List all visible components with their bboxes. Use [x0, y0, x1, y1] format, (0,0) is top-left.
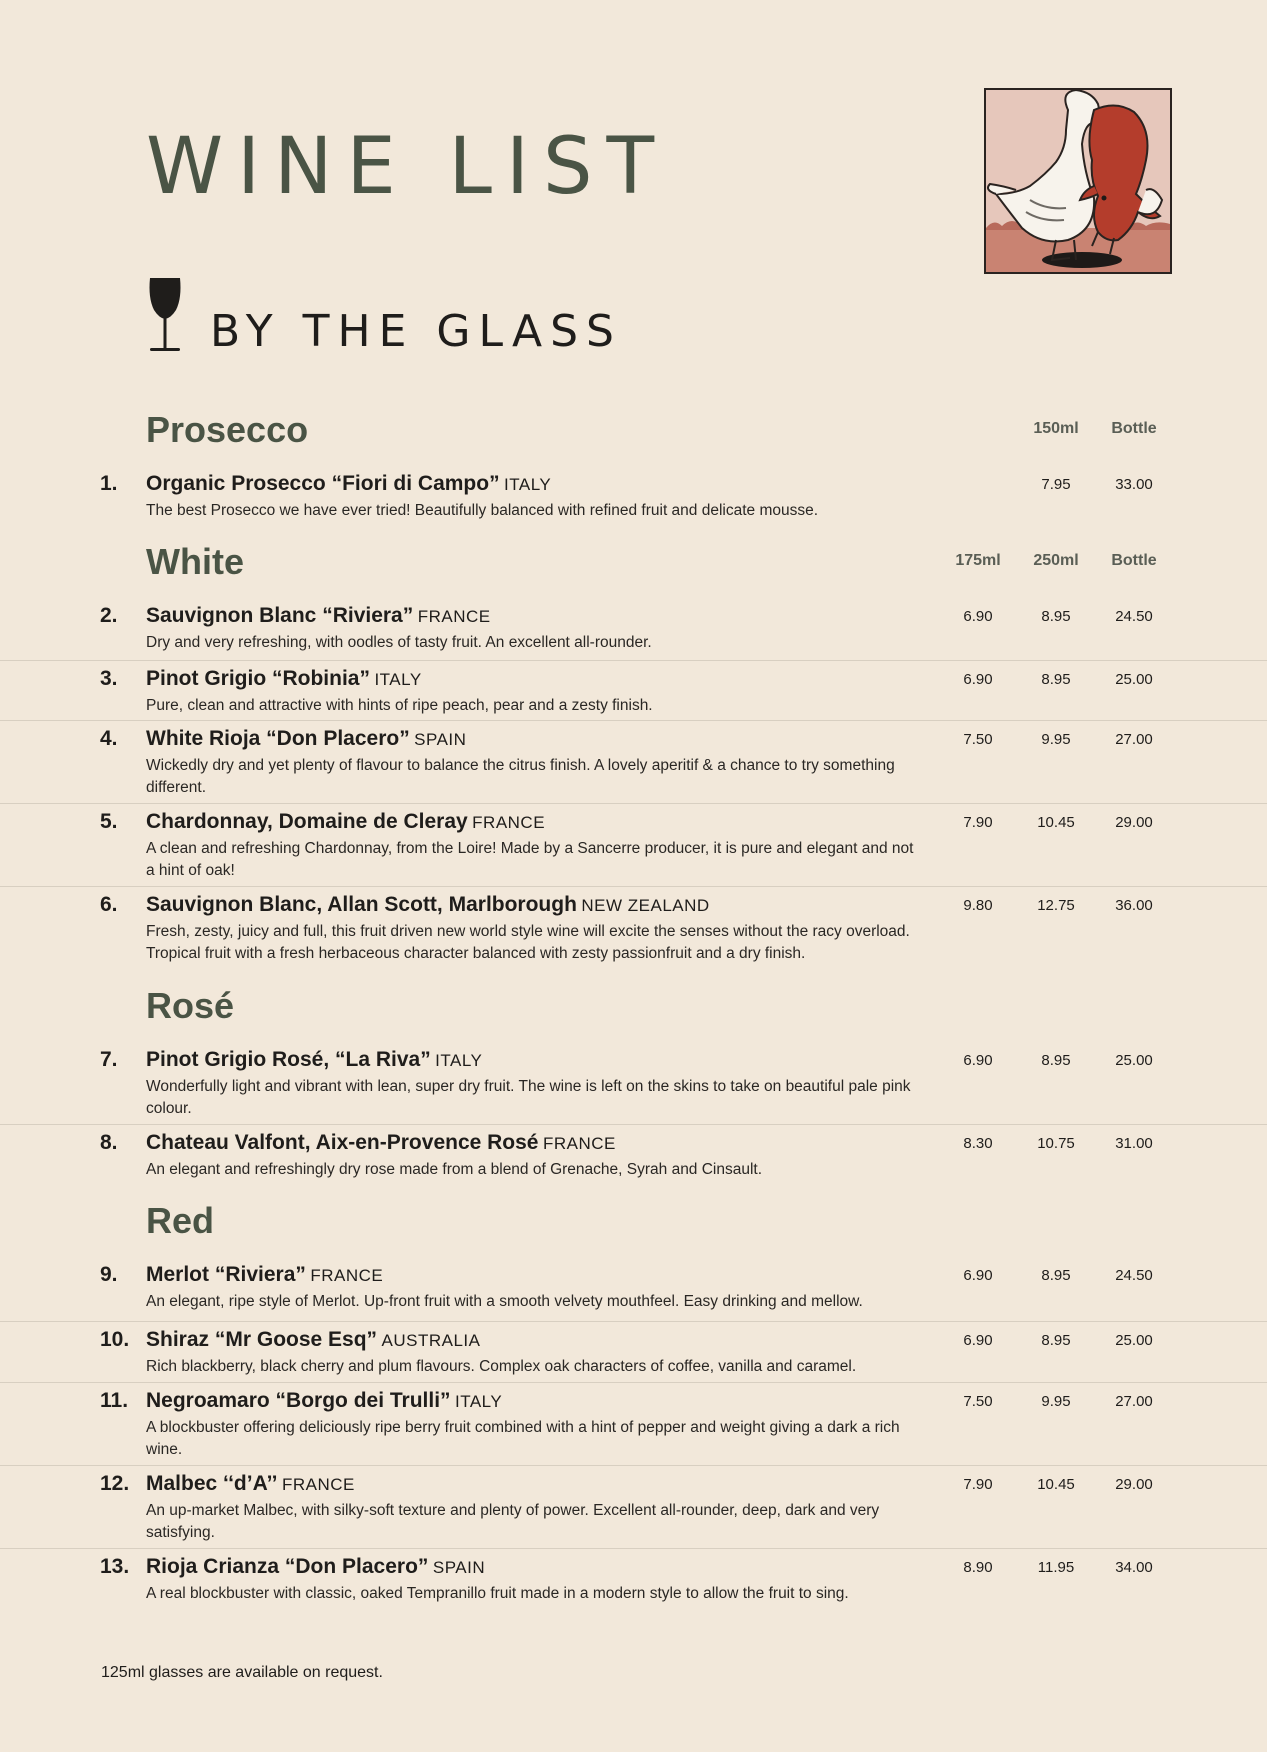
wine-country: AUSTRALIA — [381, 1331, 481, 1350]
price-bottle: 29.00 — [1115, 814, 1153, 831]
price-bottle: 27.00 — [1115, 1393, 1153, 1410]
price-250ml: 8.95 — [1041, 608, 1071, 625]
price-250ml: 10.45 — [1037, 1476, 1075, 1493]
wine-country: ITALY — [435, 1051, 483, 1070]
price-175ml: 8.90 — [963, 1559, 993, 1576]
wine-description: An up-market Malbec, with silky-soft texture and plenty of power. Excellent all-rounder, deep, dark and very satisfying. — [146, 1502, 880, 1541]
section-title: Prosecco — [146, 409, 309, 450]
price-bottle: 33.00 — [1115, 476, 1153, 493]
col-header-250ml: 250ml — [1033, 552, 1079, 569]
wine-number: 5. — [100, 810, 118, 833]
price-bottle: 24.50 — [1115, 1267, 1153, 1284]
wine-number: 1. — [100, 472, 118, 495]
price-175ml: 6.90 — [963, 1267, 993, 1284]
wine-glass-icon — [146, 276, 184, 354]
wine-description: A real blockbuster with classic, oaked Tempranillo fruit made in a modern style to allow the fruit to sing. — [146, 1585, 849, 1602]
price-175ml: 9.80 — [963, 897, 993, 914]
wine-description: A clean and refreshing Chardonnay, from the Loire! Made by a Sancerre producer, it is pure and elegant and not a hint of oak! — [146, 840, 914, 879]
price-175ml: 7.90 — [963, 1476, 993, 1493]
wine-number: 4. — [100, 727, 118, 750]
price-bottle: 25.00 — [1115, 1052, 1153, 1069]
section-title: Red — [146, 1200, 215, 1241]
wine-number: 6. — [100, 893, 118, 916]
wine-item — [0, 803, 1267, 879]
by-the-glass-heading: BY THE GLASS — [210, 306, 622, 357]
price-bottle: 31.00 — [1115, 1135, 1153, 1152]
wine-country: NEW ZEALAND — [581, 896, 710, 915]
price-250ml: 11.95 — [1037, 1559, 1075, 1576]
price-175ml: 7.90 — [963, 814, 993, 831]
wine-description: Fresh, zesty, juicy and full, this fruit driven new world style wine will excite the senses without the racy overload. Tropical fruit with a fresh herbaceous character balanced with zesty passionfruit and a dry finish. — [146, 923, 910, 962]
price-250ml: 8.95 — [1041, 1332, 1071, 1349]
wine-number: 11. — [100, 1389, 129, 1412]
wine-country: FRANCE — [542, 1134, 616, 1153]
wine-number: 12. — [100, 1472, 130, 1495]
price-bottle: 25.00 — [1115, 1332, 1153, 1349]
wine-country: FRANCE — [310, 1266, 384, 1285]
wine-country: FRANCE — [472, 813, 546, 832]
wine-number: 7. — [100, 1048, 118, 1071]
price-bottle: 24.50 — [1115, 608, 1153, 625]
wine-name: Pinot Grigio “Robinia” — [146, 667, 370, 690]
wine-name: Merlot “Riviera” — [146, 1263, 306, 1286]
wine-item — [0, 1382, 1267, 1458]
wine-description: A blockbuster offering deliciously ripe berry fruit combined with a hint of pepper and weight giving a dark a rich wine. — [146, 1419, 900, 1458]
wine-country: ITALY — [504, 475, 552, 494]
wine-number: 9. — [100, 1263, 118, 1286]
col-header-bottle: Bottle — [1111, 420, 1157, 437]
wine-name: Organic Prosecco “Fiori di Campo” — [146, 472, 500, 495]
wine-item — [0, 660, 1267, 714]
wine-description: Pure, clean and attractive with hints of ripe peach, pear and a zesty finish. — [146, 697, 653, 714]
col-header-150ml: 150ml — [1033, 420, 1079, 437]
price-bottle: 36.00 — [1115, 897, 1153, 914]
price-bottle: 34.00 — [1115, 1559, 1153, 1576]
goose-and-fox-logo — [984, 88, 1172, 274]
wine-item — [0, 1124, 1267, 1178]
section-title: Rosé — [146, 985, 235, 1026]
section-title: White — [146, 541, 244, 582]
wine-description: Rich blackberry, black cherry and plum flavours. Complex oak characters of coffee, vanilla and caramel. — [146, 1358, 857, 1375]
wine-name: Chateau Valfont, Aix-en-Provence Rosé — [146, 1131, 539, 1154]
wine-number: 3. — [100, 667, 118, 690]
wine-description: Dry and very refreshing, with oodles of tasty fruit. An excellent all-rounder. — [146, 634, 652, 651]
wine-name: Sauvignon Blanc, Allan Scott, Marlborough — [146, 893, 577, 916]
page-title: WINE LIST — [146, 122, 669, 212]
wine-name: Malbec ‘‘d’A’’ — [146, 1472, 278, 1495]
price-175ml: 6.90 — [963, 608, 993, 625]
wine-name: Negroamaro “Borgo dei Trulli” — [146, 1389, 451, 1412]
price-175ml: 6.90 — [963, 1052, 993, 1069]
col-header-175ml: 175ml — [955, 552, 1001, 569]
wine-item — [0, 1465, 1267, 1541]
wine-name: Sauvignon Blanc “Riviera” — [146, 604, 414, 627]
wine-country: SPAIN — [432, 1558, 486, 1577]
wine-name: Shiraz “Mr Goose Esq” — [146, 1328, 378, 1351]
wine-name: Rioja Crianza “Don Placero” — [146, 1555, 429, 1578]
wine-country: ITALY — [455, 1392, 503, 1411]
wine-description: An elegant, ripe style of Merlot. Up-front fruit with a smooth velvety mouthfeel. Easy drinking and mellow. — [146, 1293, 863, 1310]
price-250ml: 8.95 — [1041, 671, 1071, 688]
wine-item — [0, 886, 1267, 962]
wine-description: Wonderfully light and vibrant with lean, super dry fruit. The wine is left on the skins to take on beautiful pale pink colour. — [146, 1078, 911, 1117]
wine-country: ITALY — [374, 670, 422, 689]
price-bottle: 27.00 — [1115, 731, 1153, 748]
wine-number: 10. — [100, 1328, 130, 1351]
price-175ml: 7.50 — [963, 1393, 993, 1410]
price-250ml: 8.95 — [1041, 1267, 1071, 1284]
price-250ml: 9.95 — [1041, 731, 1071, 748]
wine-number: 2. — [100, 604, 118, 627]
price-250ml: 9.95 — [1041, 1393, 1071, 1410]
wine-number: 8. — [100, 1131, 118, 1154]
wine-name: White Rioja “Don Placero” — [146, 727, 410, 750]
wine-item — [0, 1548, 1267, 1602]
price-bottle: 25.00 — [1115, 671, 1153, 688]
price-150ml: 7.95 — [1041, 476, 1071, 493]
price-250ml: 8.95 — [1041, 1052, 1071, 1069]
price-bottle: 29.00 — [1115, 1476, 1153, 1493]
price-175ml: 6.90 — [963, 671, 993, 688]
price-175ml: 6.90 — [963, 1332, 993, 1349]
wine-country: FRANCE — [417, 607, 491, 626]
price-175ml: 7.50 — [963, 731, 993, 748]
price-250ml: 10.75 — [1037, 1135, 1075, 1152]
footnote: 125ml glasses are available on request. — [101, 1664, 383, 1681]
price-175ml: 8.30 — [963, 1135, 993, 1152]
wine-name: Pinot Grigio Rosé, “La Riva” — [146, 1048, 431, 1071]
wine-description: The best Prosecco we have ever tried! Beautifully balanced with refined fruit and delicate mousse. — [146, 502, 819, 519]
wine-item — [0, 1321, 1267, 1375]
wine-country: FRANCE — [281, 1475, 355, 1494]
wine-item — [0, 720, 1267, 796]
wine-country: SPAIN — [414, 730, 467, 749]
wine-description: An elegant and refreshingly dry rose made from a blend of Grenache, Syrah and Cinsault. — [146, 1161, 763, 1178]
wine-name: Chardonnay, Domaine de Cleray — [146, 810, 468, 833]
price-250ml: 12.75 — [1037, 897, 1075, 914]
wine-number: 13. — [100, 1555, 130, 1578]
wine-description: Wickedly dry and yet plenty of flavour to balance the citrus finish. A lovely aperitif & a chance to try something different. — [146, 757, 895, 796]
col-header-bottle: Bottle — [1111, 552, 1157, 569]
price-250ml: 10.45 — [1037, 814, 1075, 831]
